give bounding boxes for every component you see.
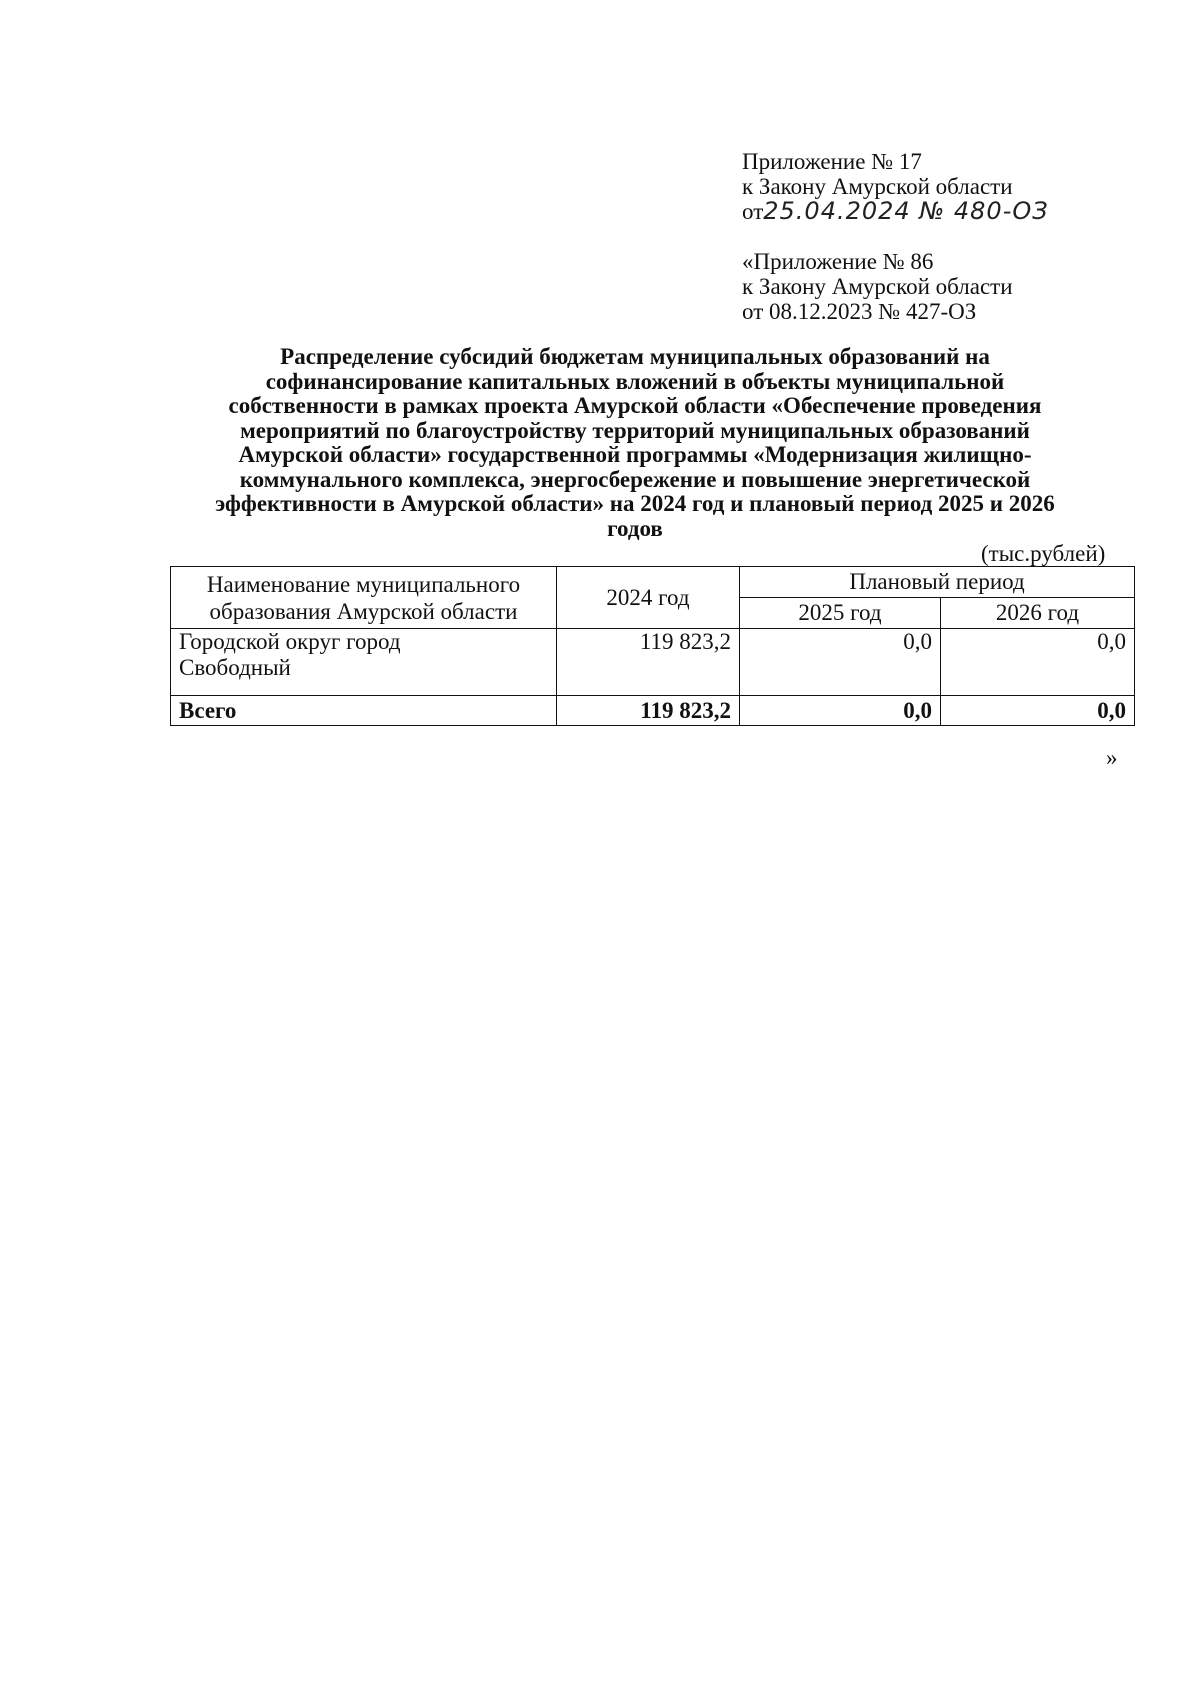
header-planned-period: Плановый период xyxy=(740,567,1135,598)
cell-name-line: Свободный xyxy=(179,655,291,680)
total-2026: 0,0 xyxy=(941,696,1135,726)
appendix-86-date: от 08.12.2023 № 427-ОЗ xyxy=(742,299,977,324)
appendix-17-law: к Закону Амурской области xyxy=(742,174,1013,199)
appendix-86-header xyxy=(742,249,1013,324)
cell-2025: 0,0 xyxy=(740,629,941,696)
table-header-row xyxy=(171,567,1135,598)
title-line: Амурской области» государственной программы «Модернизация жилищно- xyxy=(238,442,1032,467)
total-label: Всего xyxy=(171,696,557,726)
header-name-line: Наименование муниципального xyxy=(206,571,521,597)
title-line: годов xyxy=(607,515,663,541)
cell-municipality xyxy=(171,629,557,696)
handwritten-date-number: 25.04.2024 № 480-ОЗ xyxy=(763,197,1049,225)
appendix-17-number: Приложение № 17 xyxy=(742,149,922,174)
document-title xyxy=(170,345,1100,541)
total-2024: 119 823,2 xyxy=(557,696,740,726)
cell-2026: 0,0 xyxy=(941,629,1135,696)
table-row xyxy=(171,629,1135,696)
header-municipality-name xyxy=(171,567,557,629)
appendix-17-header xyxy=(742,149,1049,224)
subsidies-table xyxy=(170,566,1135,726)
title-line: мероприятий по благоустройству территорий муниципальных образований xyxy=(240,417,1030,443)
title-line: софинансирование капитальных вложений в объекты муниципальной xyxy=(265,368,1005,394)
title-line: Распределение субсидий бюджетам муниципальных образований на xyxy=(280,344,990,369)
title-line: коммунального комплекса, энергосбережение и повышение энергетической xyxy=(239,466,1031,492)
header-year-2024: 2024 год xyxy=(557,567,740,629)
cell-name-line: Городской округ город xyxy=(179,629,401,654)
appendix-86-law: к Закону Амурской области xyxy=(742,274,1013,299)
table-total-row xyxy=(171,696,1135,726)
header-year-2026: 2026 год xyxy=(941,598,1135,629)
cell-2024: 119 823,2 xyxy=(557,629,740,696)
appendix-17-date-line xyxy=(742,199,1049,224)
units-label: (тыс.рублей) xyxy=(981,541,1106,566)
closing-quote: » xyxy=(1106,745,1118,770)
appendix-17-date-prefix: от xyxy=(742,199,764,224)
header-year-2025: 2025 год xyxy=(740,598,941,629)
total-2025: 0,0 xyxy=(740,696,941,726)
title-line: эффективности в Амурской области» на 2024 год и плановый период 2025 и 2026 xyxy=(215,491,1055,516)
appendix-86-number: «Приложение № 86 xyxy=(742,249,934,274)
title-line: собственности в рамках проекта Амурской области «Обеспечение проведения xyxy=(228,393,1042,418)
header-name-line: образования Амурской области xyxy=(209,598,518,624)
